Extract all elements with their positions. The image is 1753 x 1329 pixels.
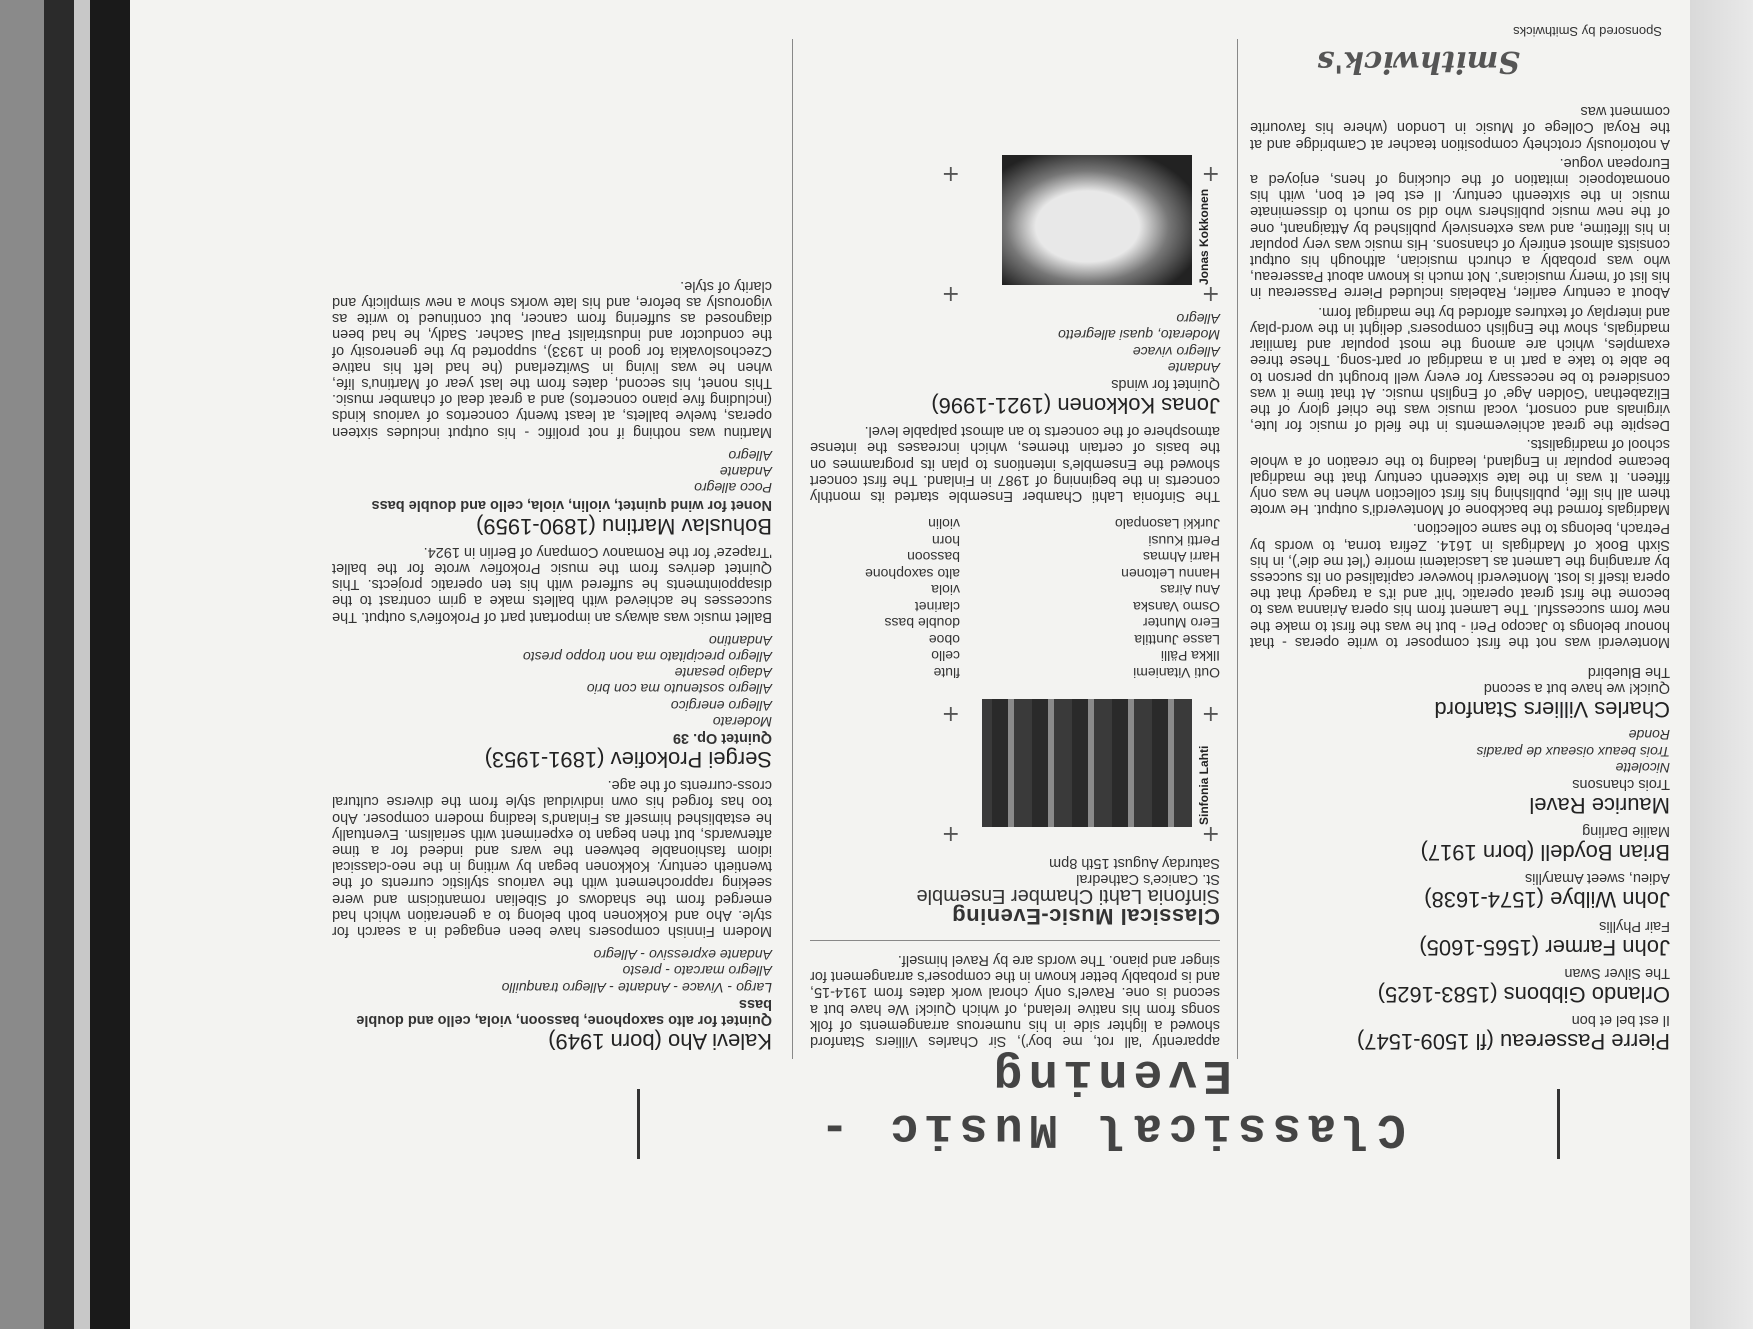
instrument: flute: [933, 664, 960, 681]
piece-title: The Silver Swan: [1564, 964, 1670, 981]
composer-heading: Kalevi Aho (born 1949): [548, 1029, 772, 1054]
musician-row: [810, 582, 1220, 599]
musician-name: Osmo Vanska: [1133, 598, 1220, 615]
instrument: bassoon: [907, 549, 960, 566]
movement: Allegro sostenuto ma con brio: [586, 681, 772, 698]
photo-caption: Jonas Kokkonen: [1196, 188, 1211, 285]
photo-block-ensemble: [810, 691, 1220, 846]
notes-paragraph: Madrigals formed the backbone of Monteverdi's output. He wrote them all his life, publishing his first collection when he was only fifteen. It was in the late sixteenth century that the madrigal became popular in England, leading to the creation of a whole school of madrigalists.: [1250, 436, 1670, 518]
movement: Ronde: [1628, 727, 1670, 744]
movement: Adagio pesante: [674, 665, 772, 682]
instrument: violin: [928, 516, 960, 533]
scan-gap-bar: [74, 0, 90, 1329]
movement: Trois beaux oiseaux de paradis: [1476, 743, 1670, 760]
piece-title: Trois chansons: [1572, 775, 1670, 792]
column-divider-1: [1237, 39, 1238, 1059]
instrument: oboe: [928, 631, 960, 648]
ensemble-photo: [982, 699, 1192, 827]
event-title: Classical Music-Evening: [951, 903, 1220, 929]
notes-paragraph: Modern Finnish composers have been engaged in a search for style. Aho and Kokkonen both belong to a generation which had emerged from the shadows of Sibelian romanticism and were seeking rapprochement with the various stylistic currents of the twentieth century. Kokkonen began by writing in the neo-classical idiom fashionable between the wars and indeed for a time afterwards, but then began to experiment with serialism. Eventually he established himself as Finland's leading modern composer. Aho too has forged his own individual style from the diverse cultural cross-currents of the age.: [332, 777, 772, 939]
venue: St. Canice's Cathedral: [1076, 871, 1220, 888]
piece-title: Quintet Op. 39: [672, 729, 772, 746]
composer-heading: Pierre Passereau (fl 1509-1547): [1356, 1029, 1670, 1054]
musician-row: [810, 615, 1220, 632]
movement: Andantino: [708, 632, 772, 649]
composer-heading: Bohuslav Martinu (1890-1959): [476, 513, 772, 539]
movement: Largo - Vivace - Andante - Allegro tranquillo: [501, 979, 772, 996]
movement: Andante: [1167, 359, 1220, 376]
instrument: alto saxophone: [865, 565, 960, 582]
movement: Allegro energico: [670, 697, 772, 714]
crop-mark: +: [1201, 280, 1220, 306]
right-column: [332, 275, 772, 1059]
scan-shadow-bar: [44, 0, 74, 1329]
piece-title: Nonet for wind quintet, violin, viola, cello and double bass: [371, 496, 772, 513]
photo-block-kokkonen: [810, 151, 1220, 306]
crop-mark: +: [1201, 160, 1220, 186]
notes-paragraph: About a century earlier, Rabelais included Pierre Passereau in his list of 'merry musicians'. Not much is known about Passereau, who was probably a church musician, although his output consists almost entirely of chansons. His music was very popular in his lifetime, and was extensively published by Attaignant, one of the new music publishers who did so much to disseminate music in the sixteenth century. Il est bel et bon, with his onomatopoeic imitation of the clucking of hens, enjoyed a European vogue.: [1250, 154, 1670, 301]
musician-name: Lasse Junttila: [1134, 631, 1220, 648]
musician-name: Pertti Kuusi: [1148, 532, 1220, 549]
instrument: viola: [931, 582, 960, 599]
ensemble-name: Sinfonia Lahti Chamber Ensemble: [916, 884, 1220, 907]
left-column: [1250, 100, 1670, 1059]
banner-left-rule: [1557, 1089, 1560, 1159]
crop-mark: +: [1201, 820, 1220, 846]
piece-title: Quintet for winds: [1111, 375, 1220, 392]
composer-heading: Maurice Ravel: [1529, 792, 1670, 818]
movement: Allegro vivace: [1132, 343, 1220, 360]
musician-row: [810, 549, 1220, 566]
instrument: clarinet: [914, 598, 960, 615]
musician-list: [810, 516, 1220, 681]
musician-row: [810, 565, 1220, 582]
instrument: horn: [931, 532, 960, 549]
sponsor-text: Sponsored by Smithwicks: [1513, 24, 1662, 39]
composer-heading: Charles Villiers Stanford: [1434, 697, 1670, 723]
piece-title: Il est bel et bon: [1571, 1012, 1670, 1028]
movement: Andante expressivo - Allegro: [593, 947, 772, 964]
instrument: cello: [931, 648, 960, 665]
crop-mark: +: [941, 700, 960, 726]
programme-list: [1250, 664, 1670, 1053]
musician-name: Hannu Leltonen: [1121, 565, 1220, 582]
musician-name: Harri Ahmas: [1142, 549, 1220, 566]
middle-column: [810, 151, 1220, 1049]
movement: Moderato, quasi allegretto: [1058, 327, 1220, 344]
piece-title: Mailie Darling: [1582, 823, 1670, 840]
crop-mark: +: [1201, 700, 1220, 726]
notes-paragraph: A notoriously crotchety composition teacher at Cambridge and at the Royal College of Music in London (where his favourite comment was: [1250, 103, 1670, 152]
composer-heading: Brian Boydell (born 1917): [1420, 840, 1670, 866]
notes-paragraph: Monteverdi was not the first composer to write operas - that honour belongs to Jacopo Peri - but he was the first to make the new form successful. The Lament from his opera Arianna was to become the first great operatic 'hit' and it's a tragedy that the opera itself is lost. Monteverdi however capitalised on its success by arranging the Lament as Lasciatemi morire ('let me die'), in his Sixth Book of Madrigals in 1614. Zefira torna, to words by Petrach, belongs to the same collection.: [1250, 520, 1670, 650]
musician-row: [810, 631, 1220, 648]
event-date: Saturday August 15th 8pm: [1049, 855, 1220, 872]
piece-title: The Bluebird: [1587, 663, 1670, 680]
musician-name: Ilkka Pälli: [1160, 648, 1220, 665]
smithwicks-logo: Smithwick's: [1317, 44, 1520, 79]
movement: Allegro precipitato ma non troppo presto: [522, 648, 772, 665]
scan-binding-bar: [90, 0, 130, 1329]
event-title-box: [810, 855, 1220, 929]
musician-name: Eero Munter: [1142, 615, 1220, 632]
notes-paragraph: Despite the great achievements in the field of music for lute, virginals and consort, vocal music was the chief glory of the Elizabethan 'Golden Age' of English music. At that time it was considered to be necessary for every well brought up person to be able to take a part in a madrigal or part-song. These three examples, which are among the most popular and familiar madrigals, show the English composers' delight in the word-play and interplay of textures afforded by the madrigal form.: [1250, 303, 1670, 434]
movement: Poco allegro: [694, 480, 772, 497]
instrument: double bass: [884, 615, 960, 632]
composer-heading: John Farmer (1565-1605): [1419, 934, 1670, 960]
crop-mark: +: [941, 280, 960, 306]
composer-heading: John Wilbye (1574-1638): [1424, 887, 1670, 913]
crop-mark: +: [941, 820, 960, 846]
musician-name: Anu Airas: [1160, 582, 1220, 599]
scan-right-edge: [1690, 0, 1753, 1329]
section-rule: [810, 940, 1220, 949]
piece-title: Adieu, sweet Amaryllis: [1524, 870, 1670, 887]
musician-row: [810, 516, 1220, 533]
programme-page: [130, 0, 1690, 1329]
crop-mark: +: [941, 160, 960, 186]
composer-heading: Sergei Prokofiev (1891-1953): [484, 746, 772, 772]
notes-paragraph: The Sinfonia Lahti Chamber Ensemble started its monthly concerts in the beginning of 1987 in Finland. The first concert showed the Ensemble's intentions to plan its programmes on the basis of certain themes, which increases the intense atmosphere of the concerts to an almost palpable level.: [810, 423, 1220, 504]
musician-row: [810, 648, 1220, 665]
movement: Allegro: [1176, 311, 1220, 328]
movement: Nicolette: [1615, 759, 1670, 776]
musician-row: [810, 598, 1220, 615]
musician-name: Outi Vitaniemi: [1133, 664, 1220, 681]
movement: Moderato: [712, 713, 772, 730]
musician-row: [810, 532, 1220, 549]
piece-title: Quintet for alto saxophone, bassoon, viola, cello and double bass: [356, 995, 772, 1028]
piece-title: Quick! we have but a second: [1483, 680, 1670, 697]
notes-paragraph: Martinu was nothing if not prolific - his output includes sixteen operas, twelve ballets, at least twenty concertos of various kinds (including five piano concertos) and a great deal of chamber music. This nonet, his second, dates from the last year of Martinu's life, when he was living in Switzerland (he had left his native Czechoslovakia for good in 1933), supported by the generosity of the conductor and industrialist Paul Sacher. Sadly, he had been diagnosed as suffering from cancer, but continued to write as vigorously as before, and his late works show a new simplicity and clarity of style.: [332, 277, 772, 440]
musician-name: Jurkki Lasonpalo: [1114, 516, 1220, 533]
column-divider-2: [792, 39, 793, 1059]
piece-title: Fair Phyllis: [1599, 917, 1670, 934]
notes-paragraph: Ballet music was always an important part of Prokofiev's output. The successes he achieved with ballets make a grim contrast to the disappointments he suffered with his ten operatic projects. This Quintet derives from the music Prokofiev wrote for the ballet 'Trapeze' for the Romanov Company of Berlin in 1924.: [332, 543, 772, 625]
movement: Andante: [719, 464, 772, 481]
movement: Allegro marcato - presto: [622, 963, 772, 980]
movement: Allegro: [728, 447, 772, 464]
rotated-document: [130, 0, 1690, 1329]
photo-caption: Sinfonia Lahti: [1196, 745, 1211, 825]
banner-right-rule: [637, 1089, 640, 1159]
banner-title: Classical Music - Evening: [814, 1047, 1406, 1155]
notes-paragraph: apparently 'all rot, me boy'), Sir Charles Villiers Stanford showed a lighter side in his numerous arrangements of folk songs from his native Ireland, of which Quick! We have but a second is one. Ravel's only choral work dates from 1914-15, and is probably better known in the composer's arrangement for singer and piano. The words are by Ravel himself.: [810, 951, 1220, 1049]
musician-row: [810, 664, 1220, 681]
composer-heading: Jonas Kokkonen (1921-1996): [931, 392, 1220, 418]
kokkonen-photo: [1002, 155, 1192, 285]
composer-heading: Orlando Gibbons (1583-1625): [1377, 981, 1670, 1007]
